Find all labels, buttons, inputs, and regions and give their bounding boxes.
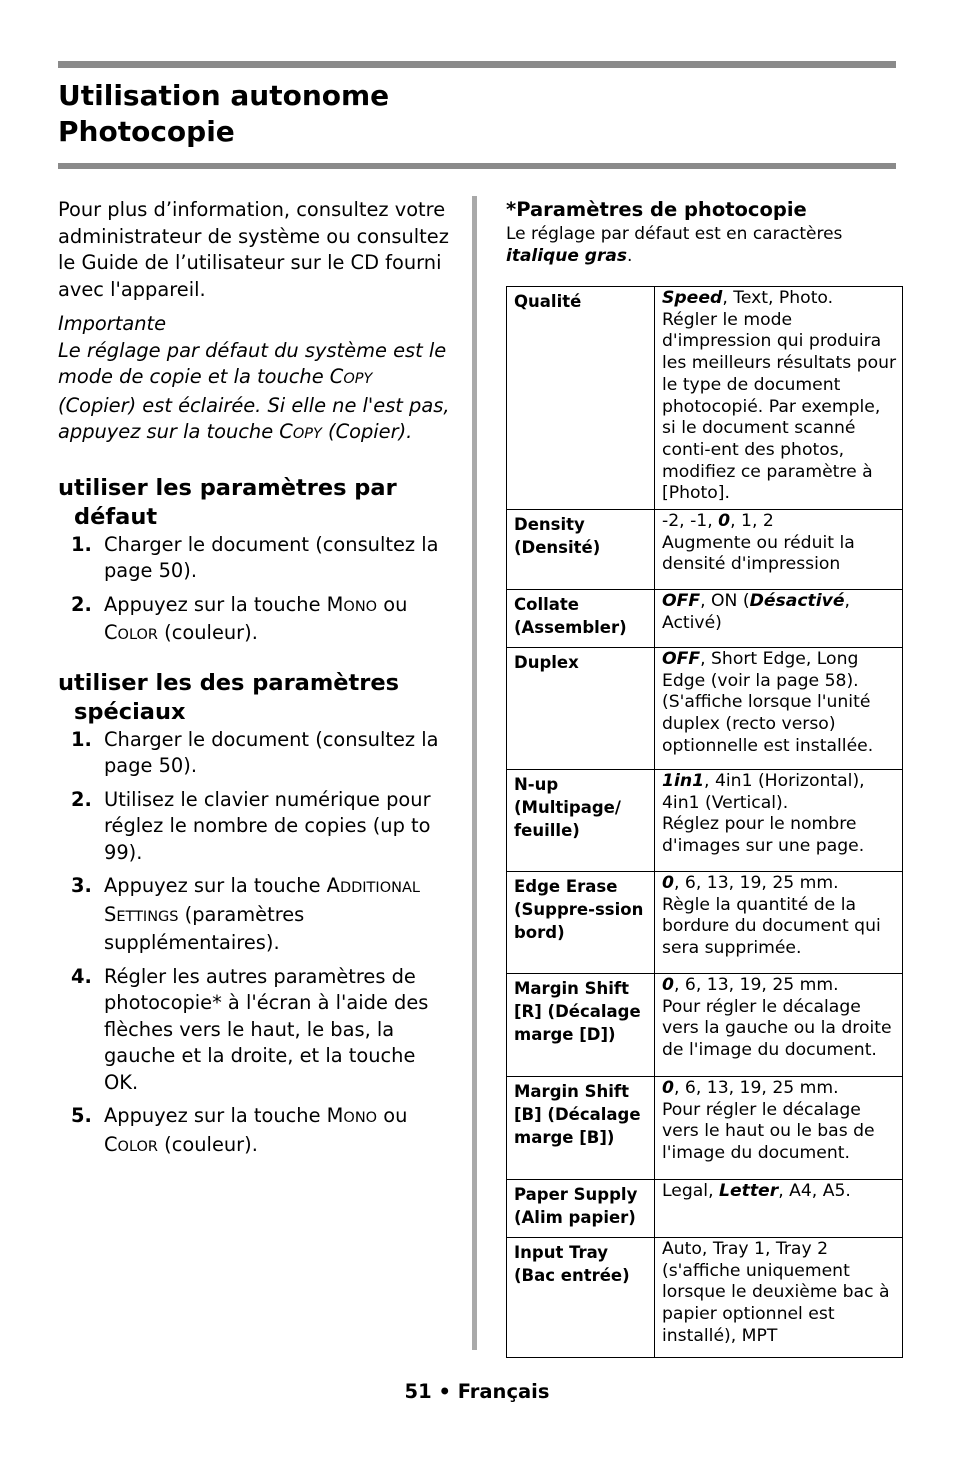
default-value: OFF — [662, 591, 701, 612]
setting-value — [655, 1077, 903, 1180]
setting-name: Collate (Assembler) — [507, 590, 655, 648]
special-steps-list — [58, 727, 450, 1161]
option-text: Auto, Tray 1, Tray 2 (s'affiche uniquement lorsque le deuxième bac à papier optionnel est installé), MPT — [662, 1239, 890, 1346]
setting-name: Input Tray (Bac entrée) — [507, 1238, 655, 1358]
important-text-1: Le réglage par défaut du système est le mode de copie et la touche C — [58, 338, 447, 388]
setting-value — [655, 287, 903, 510]
step-number: 1. — [71, 727, 92, 751]
default-value: 0 — [662, 873, 674, 894]
note-emphasis: italique gras — [506, 246, 627, 266]
step-number: 5. — [71, 1104, 92, 1127]
note-end: . — [626, 246, 633, 266]
setting-description: Règle la quantité de la bordure du document qui sera supprimée. — [662, 894, 881, 959]
setting-value — [655, 770, 903, 872]
setting-name: N-up (Multipage/ feuille) — [507, 770, 655, 872]
step-number: 4. — [71, 964, 92, 988]
settings-table — [506, 286, 903, 1358]
note-text: Le réglage par défaut est en caractères — [506, 224, 843, 244]
setting-description: Réglez pour le nombre d'images sur une page. — [662, 814, 865, 857]
table-row — [507, 1077, 903, 1180]
table-row — [507, 770, 903, 872]
option-text: , ON ( — [700, 591, 750, 612]
page-title-line2: Photocopie — [58, 115, 235, 148]
setting-name: Edge Erase (Suppre-ssion bord) — [507, 872, 655, 974]
setting-options — [662, 511, 899, 533]
settings-note — [506, 223, 903, 267]
setting-value — [655, 1180, 903, 1238]
setting-description: Pour régler le décalage vers la gauche ou la droite de l'image du document. — [662, 996, 892, 1061]
list-item — [58, 532, 450, 585]
mono-key-smallcaps: ONO — [343, 1110, 378, 1126]
settings-key-smallcaps: ETTINGS — [116, 908, 179, 925]
default-value: 0 — [662, 975, 674, 996]
copy-key-smallcaps-2: OPY — [292, 426, 322, 442]
step-text: ou C — [104, 1104, 408, 1156]
copy-key-smallcaps: OPY — [343, 371, 373, 387]
page-footer: 51 • Français — [404, 1380, 550, 1403]
table-row — [507, 510, 903, 590]
important-text-2: (Copier) est éclairée. Si elle ne l'est pas, appuyez sur la touche C — [58, 393, 450, 443]
setting-description: Pour régler le décalage vers le haut ou le bas de l'image du document. — [662, 1099, 875, 1164]
section-special-heading: utiliser les des paramètres spéciaux — [58, 669, 400, 725]
section-default-heading: utiliser les paramètres par défaut — [58, 474, 397, 530]
default-value: 1in1 — [662, 771, 705, 792]
option-text: , 6, 13, 19, 25 mm. — [673, 975, 839, 996]
setting-description: Régler le mode d'impression qui produira les meilleurs résultats pour le type de document photocopié. Par exemple, si le document scanné conti-ent des photos, modifiez ce paramètre à [Photo]. — [662, 309, 897, 504]
step-text: Charger le document (consultez la page 50). — [104, 532, 439, 582]
page-title-line1: Utilisation autonome — [58, 79, 390, 112]
step-text: Utilisez le clavier numérique pour réglez le nombre de copies (up to 99). — [104, 787, 431, 864]
setting-options — [662, 873, 899, 895]
setting-name: Margin Shift [R] (Décalage marge [D]) — [507, 974, 655, 1077]
table-row — [507, 974, 903, 1077]
default-value: Speed — [662, 288, 723, 308]
setting-name: Qualité — [507, 287, 655, 510]
setting-options — [662, 975, 899, 997]
default-value: Letter — [719, 1181, 779, 1202]
table-row — [507, 872, 903, 974]
step-number: 3. — [71, 874, 92, 897]
setting-name: Margin Shift [B] (Décalage marge [B]) — [507, 1077, 655, 1180]
setting-description: Augmente ou réduit la densité d'impression — [662, 532, 855, 575]
table-row — [507, 590, 903, 648]
setting-value — [655, 1238, 903, 1358]
mono-key-smallcaps: ONO — [343, 598, 378, 615]
list-item — [58, 787, 450, 867]
setting-value — [655, 872, 903, 974]
setting-options — [662, 649, 899, 692]
step-text: Appuyez sur la touche M — [104, 592, 344, 616]
setting-options — [662, 288, 899, 310]
intro-paragraph: Pour plus d’information, consultez votre administrateur de système ou consultez le Guide de l’utilisateur sur le CD fourni avec l'appareil. — [58, 198, 449, 301]
step-text: (paramètres supplémentaires). — [104, 902, 305, 954]
default-value: 0 — [718, 511, 731, 532]
setting-value — [655, 590, 903, 648]
setting-value — [655, 974, 903, 1077]
list-item — [58, 964, 450, 1097]
table-row — [507, 1238, 903, 1358]
setting-name: Density (Densité) — [507, 510, 655, 590]
option-text: , Activé) — [662, 591, 850, 633]
additional-key-smallcaps: DDITIONAL — [339, 880, 420, 896]
list-item — [58, 873, 450, 957]
step-text: (couleur). — [158, 1132, 258, 1156]
settings-table-body — [507, 287, 903, 1358]
default-steps-list — [58, 532, 450, 649]
setting-options — [662, 771, 899, 814]
step-text: ou C — [104, 592, 408, 644]
title-bottom-rule — [58, 163, 896, 169]
default-value: OFF — [662, 649, 701, 670]
option-text: , 1, 2 — [730, 511, 774, 532]
right-column — [506, 197, 903, 267]
important-label: Importante — [58, 312, 167, 335]
setting-value — [655, 648, 903, 770]
step-text: Charger le document (consultez la page 50). — [104, 727, 439, 777]
step-number: 2. — [71, 787, 92, 811]
setting-value — [655, 510, 903, 590]
setting-description: (S'affiche lorsque l'unité duplex (recto verso) optionnelle est installée. — [662, 692, 874, 756]
option-text: , 6, 13, 19, 25 mm. — [673, 1078, 839, 1099]
step-number: 2. — [71, 592, 92, 616]
list-item — [58, 592, 450, 649]
option-text: , Short Edge, Long Edge (voir la page 58). — [662, 649, 859, 691]
option-text: , 6, 13, 19, 25 mm. — [673, 873, 839, 894]
step-text: Appuyez sur la touche A — [104, 874, 340, 897]
setting-options — [662, 591, 899, 634]
setting-name: Duplex — [507, 648, 655, 770]
option-text: -2, -1, — [662, 511, 719, 532]
color-key-smallcaps: OLOR — [117, 627, 159, 643]
table-row — [507, 1180, 903, 1238]
setting-options — [662, 1239, 899, 1348]
page-title — [58, 78, 389, 150]
important-text-3: (Copier). — [321, 420, 413, 443]
important-note — [58, 338, 450, 448]
step-number: 1. — [71, 532, 92, 556]
option-text: , Text, Photo. — [722, 288, 834, 308]
top-rule — [58, 61, 896, 68]
setting-options — [662, 1181, 899, 1203]
step-text: Appuyez sur la touche M — [104, 1104, 344, 1127]
step-text: S — [104, 902, 117, 926]
list-item — [58, 727, 450, 780]
setting-options — [662, 1078, 899, 1100]
table-row — [507, 287, 903, 510]
option-text: , A4, A5. — [778, 1181, 851, 1202]
table-row — [507, 648, 903, 770]
option-text: Legal, — [662, 1181, 719, 1202]
column-divider — [472, 196, 477, 1350]
left-column — [58, 197, 450, 1167]
setting-name: Paper Supply (Alim papier) — [507, 1180, 655, 1238]
default-value: Désactivé — [749, 591, 845, 612]
color-key-smallcaps: OLOR — [117, 1138, 159, 1155]
option-text: , 4in1 (Horizontal), 4in1 (Vertical). — [662, 771, 865, 813]
settings-heading: *Paramètres de photocopie — [506, 198, 807, 221]
default-value: 0 — [662, 1078, 674, 1099]
step-text: Régler les autres paramètres de photocopie* à l'écran à l'aide des flèches vers le haut, le bas, la gauche et la droite, et la touche OK. — [104, 964, 429, 1094]
step-text: (couleur). — [158, 621, 258, 644]
list-item — [58, 1103, 450, 1160]
